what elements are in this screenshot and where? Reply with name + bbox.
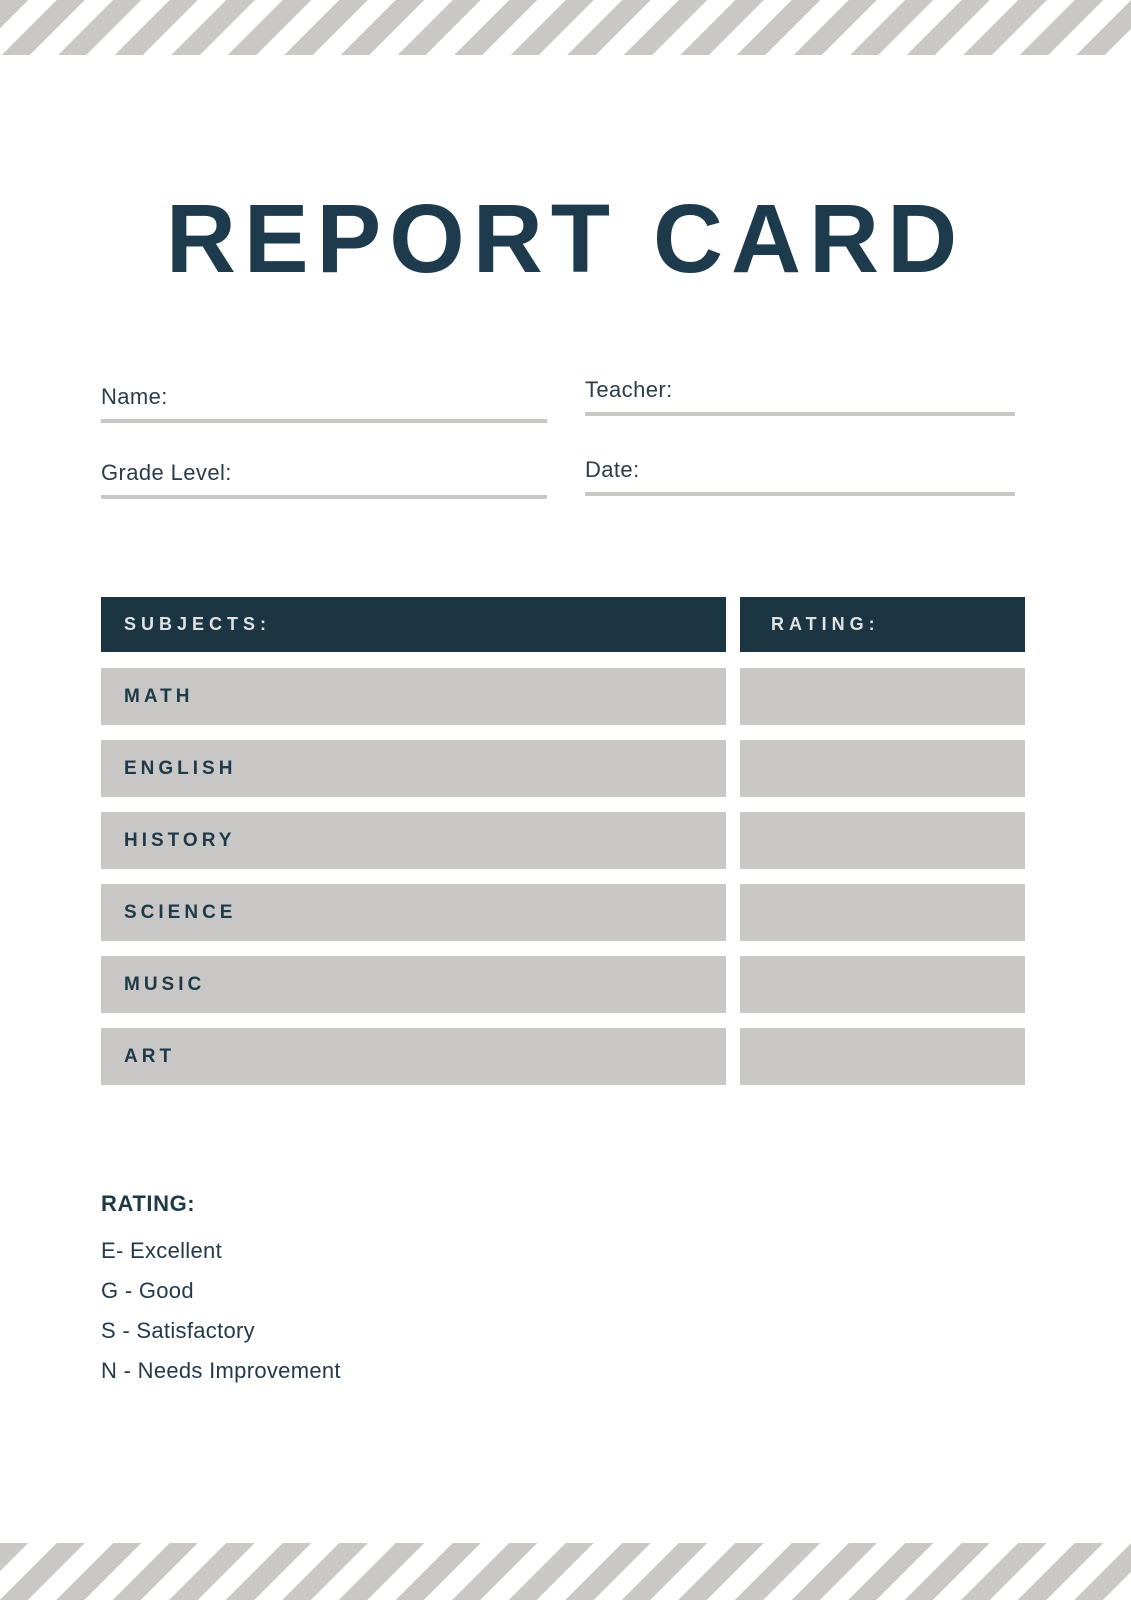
rating-legend-item-excellent: E- Excellent bbox=[101, 1238, 222, 1263]
subject-cell-art: ART bbox=[101, 1028, 726, 1085]
name-field bbox=[101, 384, 547, 423]
rating-cell-english[interactable] bbox=[740, 740, 1025, 797]
top-stripe-border bbox=[0, 0, 1131, 55]
table-header-row bbox=[101, 597, 1025, 652]
rating-legend-item-needs-improvement: N - Needs Improvement bbox=[101, 1358, 341, 1383]
rating-cell-history[interactable] bbox=[740, 812, 1025, 869]
teacher-input-line[interactable] bbox=[585, 412, 1015, 416]
name-input-line[interactable] bbox=[101, 419, 547, 423]
rating-legend bbox=[101, 1191, 341, 1398]
table-row bbox=[101, 956, 1025, 1013]
subject-cell-english: ENGLISH bbox=[101, 740, 726, 797]
table-row bbox=[101, 740, 1025, 797]
rating-cell-math[interactable] bbox=[740, 668, 1025, 725]
grade-level-label: Grade Level: bbox=[101, 460, 232, 485]
subject-cell-science: SCIENCE bbox=[101, 884, 726, 941]
subjects-table bbox=[101, 597, 1025, 1100]
rating-legend-item-satisfactory: S - Satisfactory bbox=[101, 1318, 255, 1343]
teacher-field bbox=[585, 377, 1015, 416]
bottom-stripe-border bbox=[0, 1543, 1131, 1600]
date-field bbox=[585, 457, 1015, 496]
table-row bbox=[101, 668, 1025, 725]
rating-legend-title: RATING: bbox=[101, 1191, 196, 1216]
rating-header-cell: RATING: bbox=[740, 597, 1025, 652]
grade-level-field bbox=[101, 460, 547, 499]
table-row bbox=[101, 812, 1025, 869]
date-label: Date: bbox=[585, 457, 640, 482]
teacher-label: Teacher: bbox=[585, 377, 673, 402]
rating-cell-music[interactable] bbox=[740, 956, 1025, 1013]
name-label: Name: bbox=[101, 384, 168, 409]
table-row bbox=[101, 1028, 1025, 1085]
subject-cell-math: MATH bbox=[101, 668, 726, 725]
subject-cell-music: MUSIC bbox=[101, 956, 726, 1013]
date-input-line[interactable] bbox=[585, 492, 1015, 496]
page-title: REPORT CARD bbox=[165, 184, 966, 293]
grade-level-input-line[interactable] bbox=[101, 495, 547, 499]
subjects-header-cell: SUBJECTS: bbox=[101, 597, 726, 652]
rating-cell-art[interactable] bbox=[740, 1028, 1025, 1085]
rating-legend-item-good: G - Good bbox=[101, 1278, 194, 1303]
subject-cell-history: HISTORY bbox=[101, 812, 726, 869]
table-row bbox=[101, 884, 1025, 941]
rating-cell-science[interactable] bbox=[740, 884, 1025, 941]
